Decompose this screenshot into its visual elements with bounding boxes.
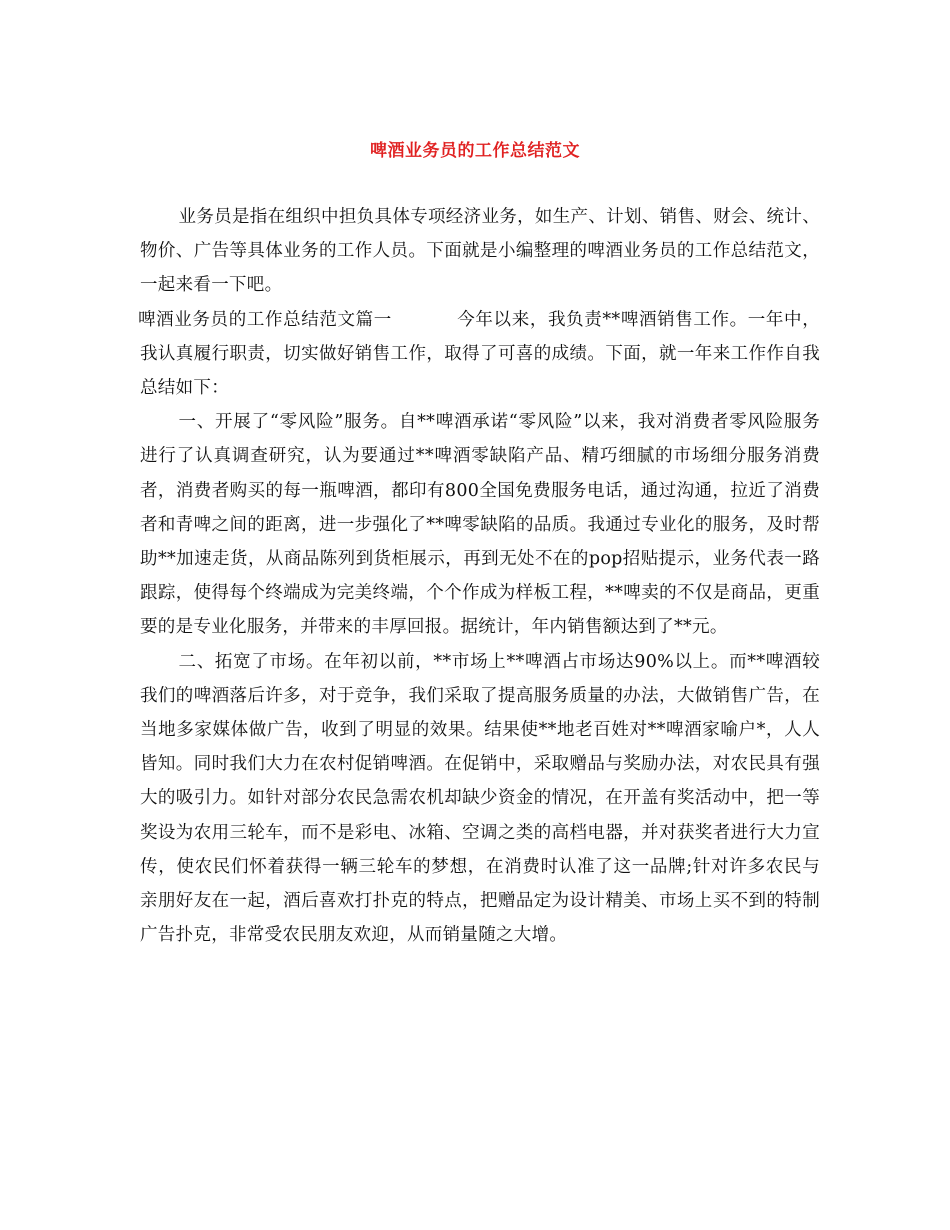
document-body	[140, 200, 820, 952]
section-intro-paragraph	[140, 303, 820, 406]
paragraph-zero-risk-service: 一、开展了“零风险”服务。自**啤酒承诺“零风险”以来，我对消费者零风险服务进行了认真调查研究，认为要通过**啤酒零缺陷产品、精巧细腻的市场细分服务消费者，消费者购买的每一瓶啤酒，都印有800全国免费服务电话，通过沟通，拉近了消费者和青啤之间的距离，进一步强化了**啤零缺陷的品质。我通过专业化的服务，及时帮助**加速走货，从商品陈列到货柜展示，再到无处不在的pop招贴提示，业务代表一路跟踪，使得每个终端成为完美终端，个个作成为样板工程，**啤卖的不仅是商品，更重要的是专业化服务，并带来的丰厚回报。据统计，年内销售额达到了**元。	[140, 412, 820, 638]
paragraph-market-expansion: 二、拓宽了市场。在年初以前，**市场上**啤酒占市场达90%以上。而**啤酒较我们的啤酒落后许多，对于竞争，我们采取了提高服务质量的办法，大做销售广告，在当地多家媒体做广告，收到了明显的效果。结果使**地老百姓对**啤酒家喻户*，人人皆知。同时我们大力在农村促销啤酒。在促销中，采取赠品与奖励办法，对农民具有强大的吸引力。如针对部分农民急需农机却缺少资金的情况，在开盖有奖活动中，把一等奖设为农用三轮车，而不是彩电、冰箱、空调之类的高档电器，并对获奖者进行大力宣传，使农民们怀着获得一辆三轮车的梦想，在消费时认准了这一品牌;针对许多农民与亲朋好友在一起，酒后喜欢打扑克的特点，把赠品定为设计精美、市场上买不到的特制广告扑克，非常受农民朋友欢迎，从而销量随之大增。	[140, 651, 820, 946]
section-label: 啤酒业务员的工作总结范文篇一	[138, 309, 392, 330]
intro-paragraph: 业务员是指在组织中担负具体专项经济业务，如生产、计划、销售、财会、统计、物价、广告等具体业务的工作人员。下面就是小编整理的啤酒业务员的工作总结范文，一起来看一下吧。	[140, 207, 820, 296]
document-title: 啤酒业务员的工作总结范文	[370, 141, 580, 161]
section-lead: 今年以来，我负责**啤酒销售工作。一年中，我认真履行职责，切实做好销售工作，取得了可喜的成绩。下面，就一年来工作作自我总结如下：	[140, 309, 820, 399]
